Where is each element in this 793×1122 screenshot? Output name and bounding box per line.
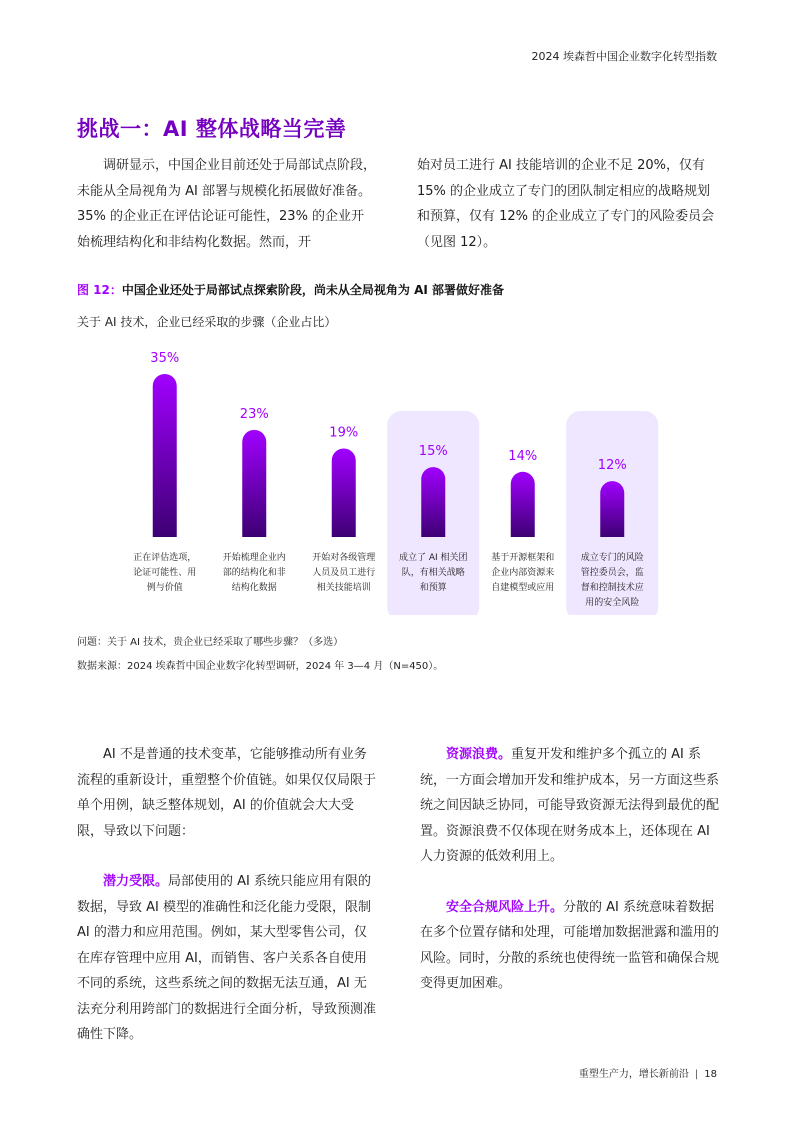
category-label-line: 开始梳理企业内 (222, 553, 286, 563)
category-label-line: 管控委员会，监 (580, 568, 644, 578)
figure-title (77, 281, 504, 298)
category-label-line: 企业内部资源来 (491, 568, 555, 578)
page-footer (579, 1065, 717, 1080)
figure-number: 图 12： (77, 283, 122, 297)
category-label-line: 结构化数据 (231, 583, 277, 593)
right-paragraph (420, 895, 725, 997)
category-label-line: 人员及员工进行 (312, 568, 376, 578)
left-paragraph (77, 742, 379, 844)
bar (511, 472, 535, 537)
report-title: 2024 埃森哲中国企业数字化转型指数 (531, 50, 717, 63)
category-label-line: 和预算 (419, 583, 447, 593)
body-left-column (77, 742, 379, 1048)
category-label-line: 部的结构化和非 (222, 568, 286, 578)
category-label-line: 督和控制技术应 (580, 583, 644, 593)
keyword: 安全合规风险上升。 (446, 899, 564, 915)
bar-value-label: 14% (508, 448, 538, 464)
footer-separator: | (694, 1069, 699, 1080)
category-label-line: 正在评估选项， (133, 553, 197, 563)
bar (153, 374, 177, 537)
figure-question: 问题：关于 AI 技术，贵企业已经采取了哪些步骤？（多选） (77, 637, 344, 648)
bar-chart (120, 345, 680, 615)
body-right-column (420, 742, 725, 997)
keyword: 资源浪费。 (446, 747, 512, 762)
bar (600, 481, 624, 537)
category-label-line: 成立了 AI 相关团 (398, 553, 468, 563)
intro-right-column (417, 153, 722, 255)
paragraph-text: 局部使用的 AI 系统只能应用有限的数据，导致 AI 模型的准确性和泛化能力受限，限制 AI 的潜力和应用范围。例如，某大型零售公司，仅在库存管理中应用 AI，而销售、客户关系各自使用不同的系统，这些系统之间的数据无法互通，AI 无法充分利用跨部门的数据进行全面分析，导致预测准确性下降。 (77, 874, 377, 1042)
category-label (567, 551, 657, 611)
paragraph-text: 重复开发和维护多个孤立的 AI 系统，一方面会增加开发和维护成本，另一方面这些系统之间因缺乏协同，可能导致资源无法得到最优的配置。资源浪费不仅体现在财务成本上，还体现在 AI 人力资源的低效利用上。 (420, 747, 720, 864)
bar-value-label: 15% (418, 444, 448, 460)
figure-subtitle: 关于 AI 技术，企业已经采取的步骤（企业占比） (77, 315, 337, 329)
category-label (299, 551, 389, 596)
bar (421, 467, 445, 537)
category-label (388, 551, 478, 596)
bar (242, 430, 266, 537)
category-label-line: 论证可能性、用 (133, 568, 197, 578)
bar (332, 449, 356, 537)
intro-left-column (77, 153, 377, 255)
bar-value-label: 35% (150, 351, 180, 366)
keyword: 潜力受限。 (103, 874, 169, 889)
category-label-line: 自建模型或应用 (491, 583, 555, 593)
category-label-line: 例与价值 (146, 583, 183, 593)
figure-title-text: 中国企业还处于局部试点探索阶段，尚未从全局视角为 AI 部署做好准备 (121, 283, 505, 297)
category-label-line: 成立专门的风险 (580, 553, 644, 563)
category-label-line: 相关技能培训 (316, 583, 371, 593)
footer-tagline: 重塑生产力，增长新前沿 (578, 1069, 689, 1080)
figure-source: 数据来源：2024 埃森哲中国企业数字化转型调研，2024 年 3—4 月（N=450）。 (77, 661, 444, 672)
category-label-line: 用的安全风险 (585, 598, 640, 608)
bar-value-label: 19% (329, 425, 359, 441)
right-paragraph (420, 742, 725, 870)
bar-value-label: 12% (597, 458, 627, 474)
category-label-line: 基于开源框架和 (491, 553, 555, 563)
category-label (478, 551, 568, 596)
paragraph-text: 分散的 AI 系统意味着数据在多个位置存储和处理，可能增加数据泄露和滥用的风险。同时，分散的系统也使得统一监管和确保合规变得更加困难。 (420, 899, 720, 991)
section-title: 挑战一：AI 整体战略当完善 (77, 117, 347, 141)
intro-left-text: 调研显示，中国企业目前还处于局部试点阶段，未能从全局视角为 AI 部署与规模化拓展做好准备。35% 的企业正在评估论证可能性，23% 的企业开始梳理结构化和非结构化数据。然而，开 (77, 158, 377, 250)
intro-right-text: 始对员工进行 AI 技能培训的企业不足 20%，仅有 15% 的企业成立了专门的团队制定相应的战略规划和预算，仅有 12% 的企业成立了专门的风险委员会（见图 12）。 (417, 158, 715, 250)
left-paragraph (77, 869, 379, 1048)
paragraph-text: AI 不是普通的技术变革，它能够推动所有业务流程的重新设计，重塑整个价值链。如果仅仅局限于单个用例，缺乏整体规划，AI 的价值就会大大受限，导致以下问题： (77, 747, 377, 839)
category-label-line: 队，有相关战略 (401, 568, 465, 578)
bar-value-label: 23% (239, 406, 269, 422)
page-number: 18 (704, 1069, 717, 1080)
category-label (209, 551, 299, 596)
category-label-line: 开始对各级管理 (312, 553, 376, 563)
category-label (120, 551, 210, 596)
